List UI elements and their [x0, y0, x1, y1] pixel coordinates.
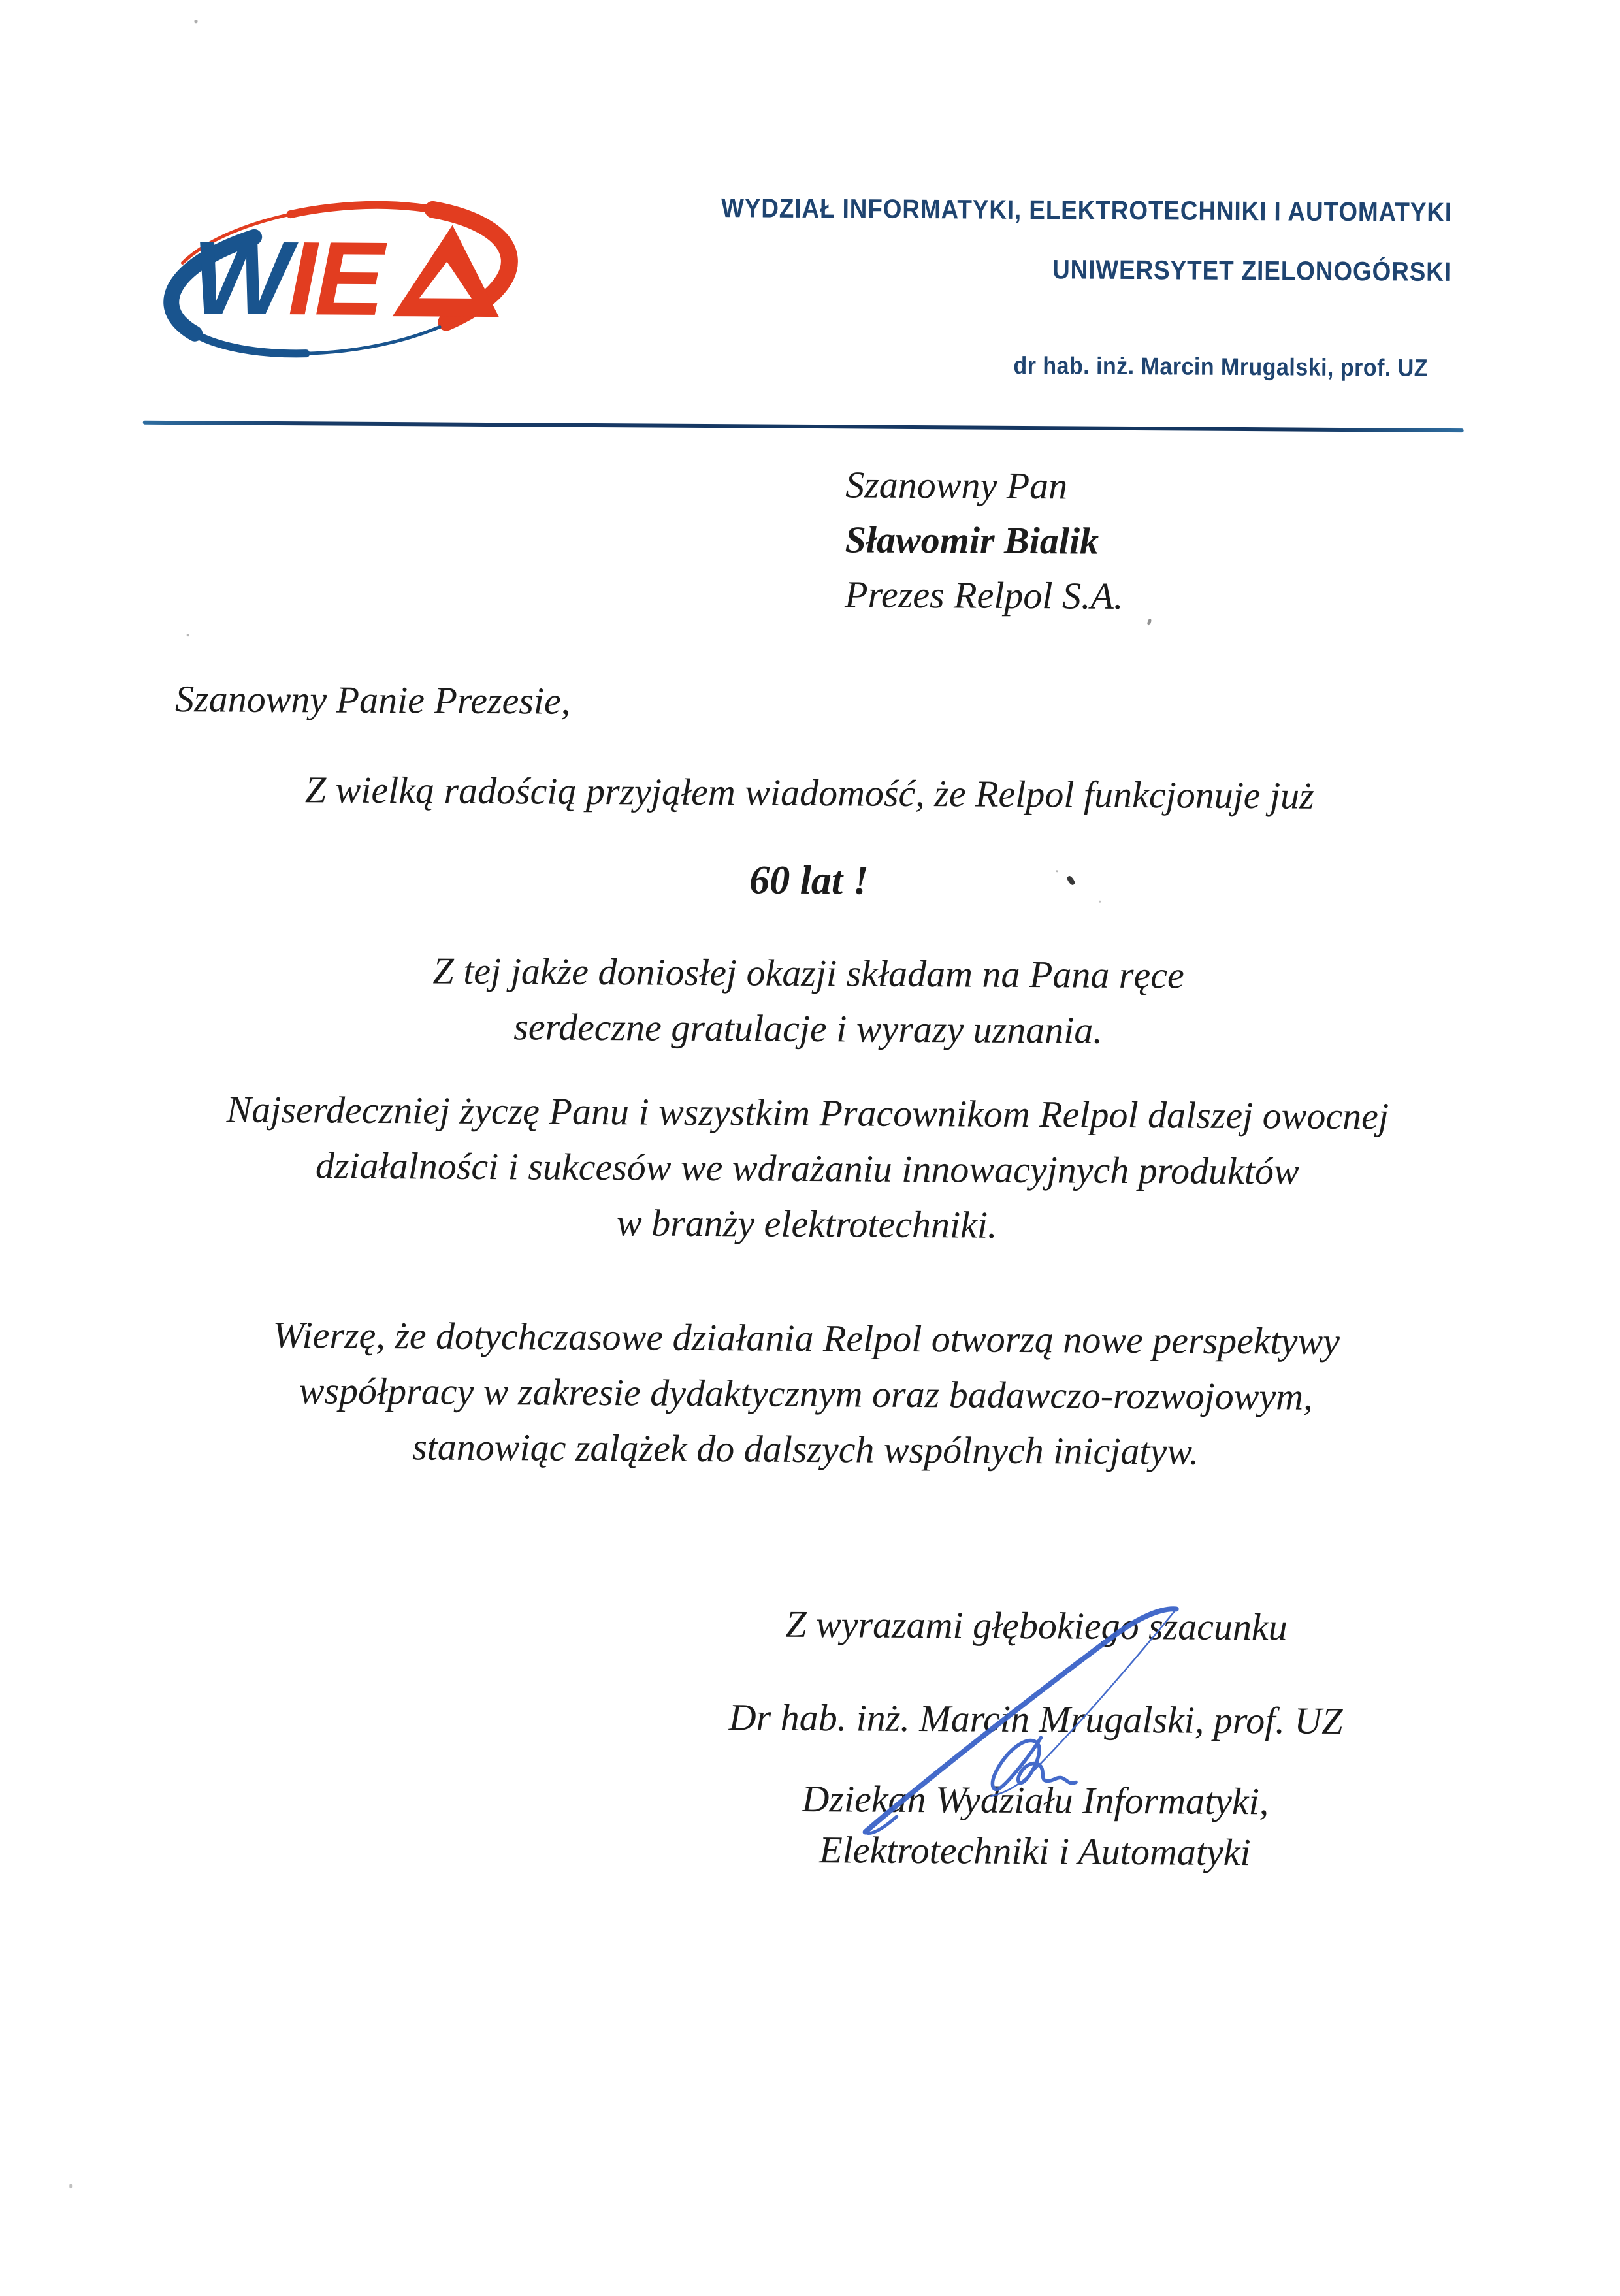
paragraph-line: serdeczne gratulacje i wyrazy uznania.	[513, 1005, 1103, 1052]
closing-signer-name: Dr hab. inż. Marcin Mrugalski, prof. UZ	[728, 1696, 1343, 1743]
paragraph-line: w branży elektrotechniki.	[616, 1201, 997, 1246]
recipient-name: Sławomir Bialik	[845, 518, 1099, 562]
logo-letters: WIE	[191, 219, 382, 337]
scan-speck	[1056, 870, 1058, 872]
closing-signer-title-1: Dziekan Wydziału Informatyki,	[802, 1777, 1269, 1823]
scan-speck	[1099, 901, 1101, 903]
paragraph-line: Z wielką radością przyjąłem wiadomość, że Relpol funkcjonuje już	[304, 768, 1314, 817]
logo-letter-a-triangle	[393, 225, 500, 317]
header-faculty-name: WYDZIAŁ INFORMATYKI, ELEKTROTECHNIKI I AUTOMATYKI	[721, 193, 1452, 227]
header-dean-name: dr hab. inż. Marcin Mrugalski, prof. UZ	[1013, 351, 1429, 381]
scan-speck	[187, 634, 189, 636]
header-university-name: UNIWERSYTET ZIELONOGÓRSKI	[1052, 254, 1452, 287]
paragraph-line: stanowiąc zalążek do dalszych wspólnych inicjatyw.	[412, 1425, 1199, 1473]
header-divider	[143, 421, 1464, 432]
scan-speck	[1146, 619, 1152, 626]
paragraph-line: działalności i sukcesów we wdrażaniu innowacyjnych produktów	[315, 1144, 1299, 1193]
scan-speck	[194, 20, 197, 23]
recipient-title: Prezes Relpol S.A.	[844, 573, 1124, 617]
wiea-logo	[154, 184, 521, 379]
closing-valediction: Z wyrazami głębokiego szacunku	[785, 1602, 1288, 1649]
anniversary-line: 60 lat !	[749, 858, 869, 903]
recipient-block	[845, 457, 1124, 624]
closing-signer-title-2: Elektrotechniki i Automatyki	[819, 1828, 1251, 1874]
paragraph-line: Z tej jakże doniosłej okazji składam na Pana ręce	[432, 949, 1184, 997]
paragraph-line: Najserdeczniej życzę Panu i wszystkim Pracownikom Relpol dalszej owocnej	[226, 1088, 1389, 1138]
recipient-salutation: Szanowny Pan	[845, 463, 1068, 508]
greeting: Szanowny Panie Prezesie,	[174, 677, 571, 722]
paragraph-line: współpracy w zakresie dydaktycznym oraz badawczo-rozwojowym,	[299, 1369, 1313, 1418]
scan-speck	[69, 2184, 72, 2188]
paragraph-line: Wierzę, że dotychczasowe działania Relpol otworzą nowe perspektywy	[272, 1313, 1340, 1363]
